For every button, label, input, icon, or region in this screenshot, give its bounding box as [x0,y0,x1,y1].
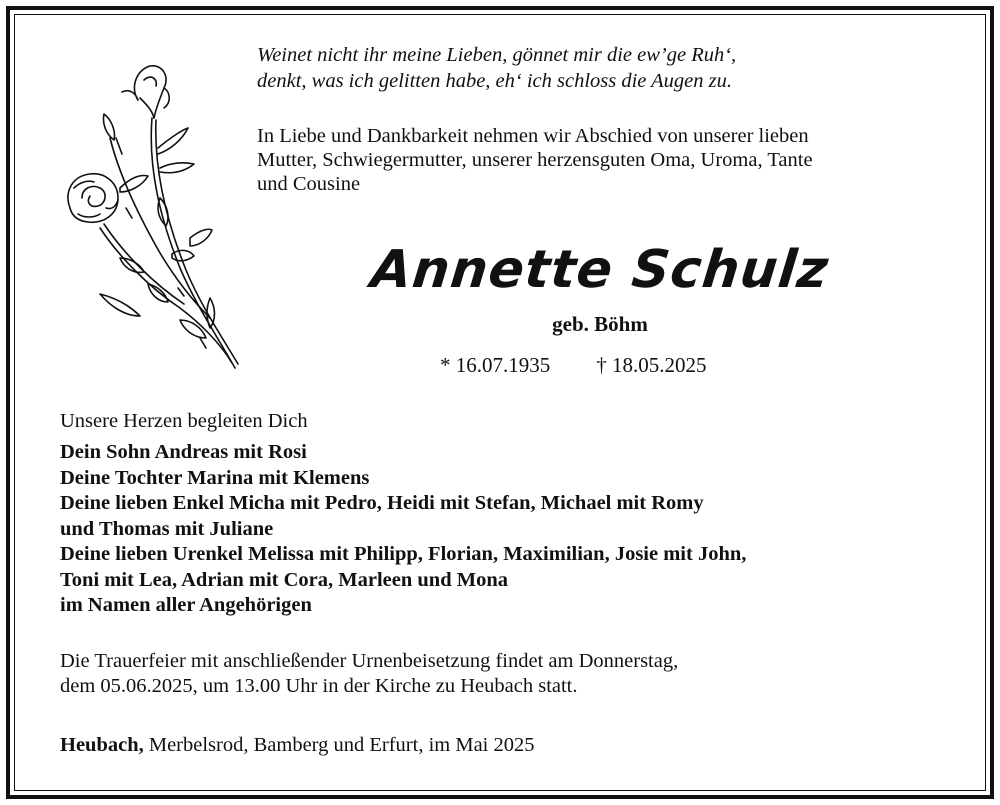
service-info [60,649,960,699]
intro-line: und Cousine [257,173,361,195]
family-line: im Namen aller Angehörigen [60,594,312,616]
place-town: Heubach, [60,734,144,756]
quote-line: denkt, was ich gelitten habe, eh‘ ich schloss die Augen zu. [257,70,733,92]
family-line: Deine lieben Enkel Micha mit Pedro, Heidi mit Stefan, Michael mit Romy [60,492,704,514]
place-and-date [60,734,535,757]
intro-line: In Liebe und Dankbarkeit nehmen wir Abschied von unserer lieben [257,125,809,147]
life-dates [440,353,707,378]
rose-icon [60,58,245,378]
maiden-name: geb. Böhm [552,312,648,336]
family-list [60,440,960,619]
quote-block [257,42,957,94]
deceased-name: Annette Schulz [368,240,832,300]
family-line: und Thomas mit Juliane [60,517,274,540]
quote-line: Weinet nicht ihr meine Lieben, gönnet mir die ew’ge Ruh‘, [257,44,737,66]
death-date: † 18.05.2025 [596,353,707,377]
family-line: Dein Sohn Andreas mit Rosi [60,441,307,463]
greeting: Unsere Herzen begleiten Dich [60,410,308,432]
service-line: dem 05.06.2025, um 13.00 Uhr in der Kirche zu Heubach statt. [60,675,578,697]
birth-date: * 16.07.1935 [440,353,551,377]
intro-block [257,124,957,196]
family-line: Toni mit Lea, Adrian mit Cora, Marleen und Mona [60,568,508,591]
place-rest: Merbelsrod, Bamberg und Erfurt, im Mai 2025 [143,734,535,756]
family-line: Deine lieben Urenkel Melissa mit Philipp, Florian, Maximilian, Josie mit John, [60,543,747,565]
intro-line: Mutter, Schwiegermutter, unserer herzensguten Oma, Uroma, Tante [257,149,813,171]
family-line: Deine Tochter Marina mit Klemens [60,466,370,489]
service-line: Die Trauerfeier mit anschließender Urnenbeisetzung findet am Donnerstag, [60,650,679,672]
